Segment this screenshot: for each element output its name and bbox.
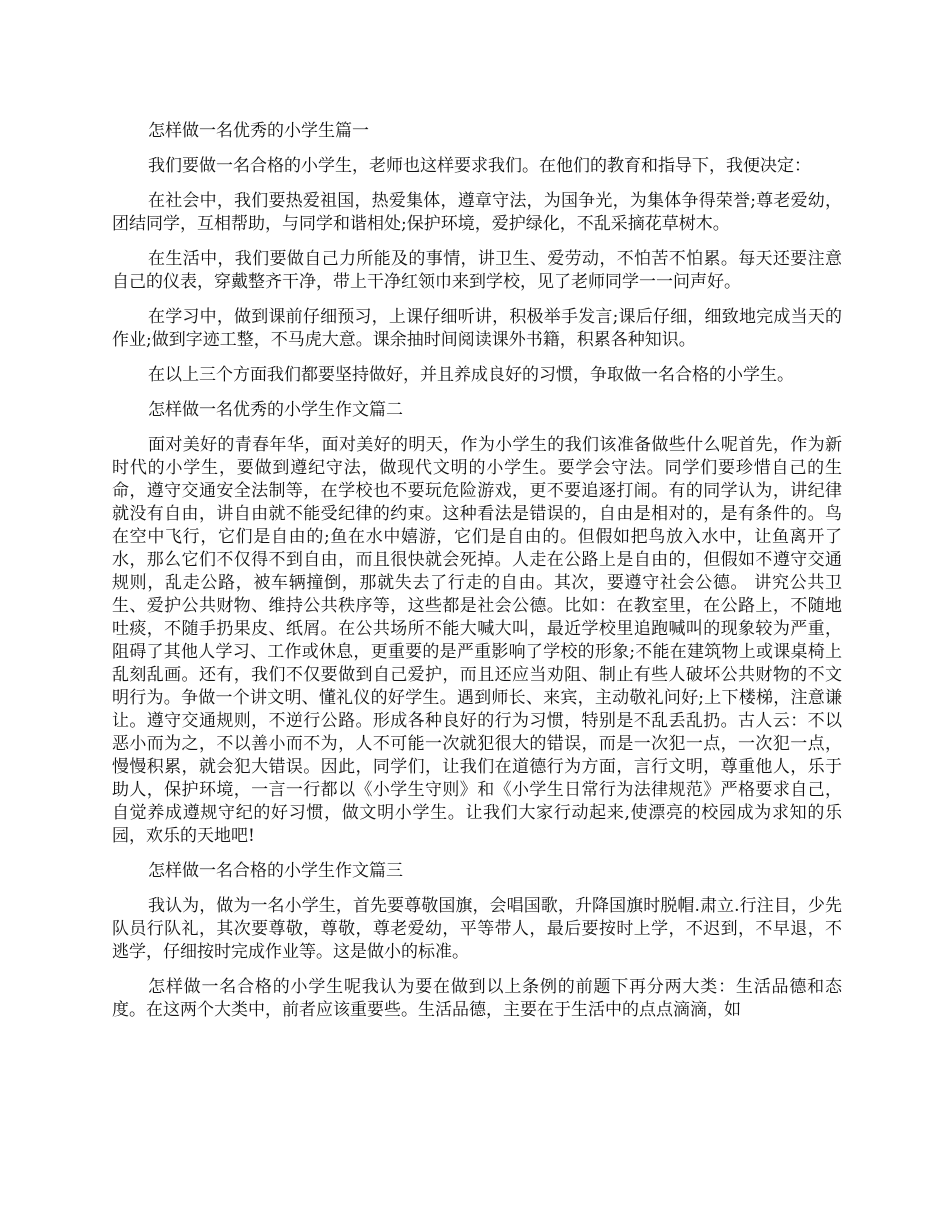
- section-heading-2: 怎样做一名优秀的小学生作文篇二: [148, 400, 403, 420]
- paragraph: 在生活中，我们要做自己力所能及的事情，讲卫生、爱劳动，不怕苦不怕累。每天还要注意自己的仪表，穿戴整齐干净，带上干净红领巾来到学校，见了老师同学一一问声好。: [112, 249, 842, 292]
- document-page: [112, 120, 842, 1034]
- paragraph: 怎样做一名合格的小学生呢我认为要在做到以上条例的前题下再分两大类：生活品德和态度。在这两个大类中，前者应该重要些。生活品德，主要在于生活中的点点滴滴，如: [112, 977, 842, 1020]
- paragraph: 面对美好的青春年华，面对美好的明天，作为小学生的我们该准备做些什么呢首先，作为新时代的小学生，要做到遵纪守法，做现代文明的小学生。要学会守法。同学们要珍惜自己的生命，遵守交通安全法制等，在学校也不要玩危险游戏，更不要追逐打闹。有的同学认为，讲纪律就没有自由，讲自由就不能受纪律的约束。这种看法是错误的，自由是相对的，是有条件的。鸟在空中飞行，它们是自由的;鱼在水中嬉游，它们是自由的。但假如把鸟放入水中，让鱼离开了水，那么它们不仅得不到自由，而且很快就会死掉。人走在公路上是自由的，但假如不遵守交通规则，乱走公路，被车辆撞倒，那就失去了行走的自由。其次，要遵守社会公德。 讲究公共卫生、爱护公共财物、维持公共秩序等，这些都是社会公德。比如：在教室里，在公路上，不随地吐痰，不随手扔果皮、纸屑。在公共场所不能大喊大叫，最近学校里追跑喊叫的现象较为严重，阻碍了其他人学习、工作或休息，更重要的是严重影响了学校的形象;不能在建筑物上或课桌椅上乱刻乱画。还有，我们不仅要做到自己爱护，而且还应当劝阻、制止有些人破坏公共财物的不文明行为。争做一个讲文明、懂礼仪的好学生。遇到师长、来宾，主动敬礼问好;上下楼梯，注意谦让。遵守交通规则，不逆行公路。形成各种良好的行为习惯，特别是不乱丢乱扔。古人云：不以恶小而为之，不以善小而不为，人不可能一次就犯很大的错误，而是一次犯一点，一次犯一点，慢慢积累，就会犯大错误。因此，同学们，让我们在道德行为方面，言行文明，尊重他人，乐于助人，保护环境，一言一行都以《小学生守则》和《小学生日常行为法律规范》严格要求自己，自觉养成遵规守纪的好习惯，做文明小学生。让我们大家行动起来,使漂亮的校园成为求知的乐园，欢乐的天地吧!: [112, 435, 842, 846]
- paragraph: 我们要做一名合格的小学生，老师也这样要求我们。在他们的教育和指导下，我便决定：: [148, 156, 811, 176]
- section-heading-3: 怎样做一名合格的小学生作文篇三: [148, 861, 403, 881]
- paragraph: 在学习中，做到课前仔细预习，上课仔细听讲，积极举手发言;课后仔细，细致地完成当天的作业;做到字迹工整，不马虎大意。课余抽时间阅读课外书籍，积累各种知识。: [112, 307, 842, 350]
- paragraph: 我认为，做为一名小学生，首先要尊敬国旗，会唱国歌，升降国旗时脱帽.肃立.行注目，少先队员行队礼，其次要尊敬，尊敬，尊老爱幼，平等带人，最后要按时上学，不迟到，不早退，不逃学，仔细按时完成作业等。这是做小的标准。: [112, 896, 842, 962]
- section-heading-1: 怎样做一名优秀的小学生篇一: [148, 121, 369, 141]
- paragraph: 在以上三个方面我们都要坚持做好，并且养成良好的习惯，争取做一名合格的小学生。: [148, 365, 794, 385]
- paragraph: 在社会中，我们要热爱祖国，热爱集体，遵章守法，为国争光，为集体争得荣誉;尊老爱幼，团结同学，互相帮助，与同学和谐相处;保护环境，爱护绿化，不乱采摘花草树木。: [112, 191, 842, 234]
